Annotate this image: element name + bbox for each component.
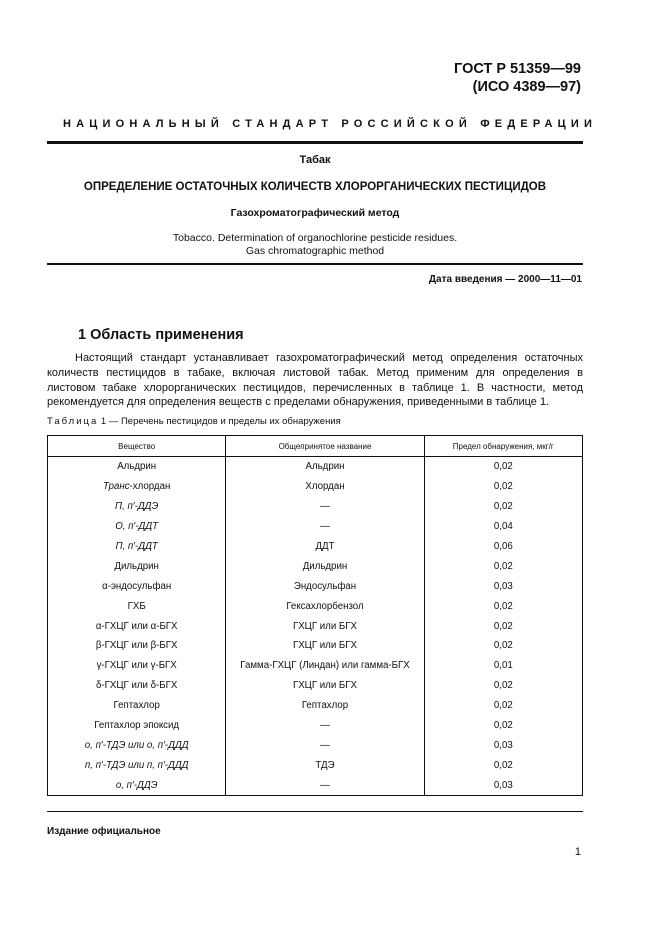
cell-limit: 0,04 — [424, 517, 582, 537]
table-row — [48, 676, 583, 696]
cell-limit: 0,02 — [424, 676, 582, 696]
scope-paragraph: Настоящий стандарт устанавливает газохроматографический метод определения остаточных количеств пестицидов в табаке, включая листовой табак. Метод применим для определения в листовом табаке хлорорганических пестицидов, перечисленных в таблице 1. В частности, метод рекомендуется для определения веществ с пределами обнаружения, приведенными в таблице 1. — [47, 352, 583, 409]
table-caption-label: Таблица — [47, 416, 99, 427]
edition-label: Издание официальное — [47, 826, 161, 837]
table-row — [48, 636, 583, 656]
table-header-row — [48, 436, 583, 457]
national-standard-banner: НАЦИОНАЛЬНЫЙ СТАНДАРТ РОССИЙСКОЙ ФЕДЕРАЦИИ — [62, 118, 598, 130]
header-rule — [47, 141, 583, 144]
cell-common-name: ГХЦГ или БГХ — [226, 616, 424, 636]
cell-common-name: — — [226, 497, 424, 517]
cell-common-name: — — [226, 775, 424, 795]
cell-common-name: ТДЭ — [226, 755, 424, 775]
cell-limit: 0,01 — [424, 656, 582, 676]
cell-substance: γ-ГХЦГ или γ-БГХ — [48, 656, 226, 676]
english-title-line-1: Tobacco. Determination of organochlorine pesticide residues. — [172, 232, 458, 244]
cell-limit: 0,02 — [424, 716, 582, 736]
table-row — [48, 477, 583, 497]
page-number: 1 — [574, 846, 581, 858]
effective-date: Дата введения — 2000—11—01 — [428, 274, 582, 285]
cell-substance: П, п′-ДДЭ — [48, 497, 226, 517]
cell-substance: О, п′-ДДТ — [48, 517, 226, 537]
pesticide-table — [47, 435, 583, 796]
table-row — [48, 497, 583, 517]
cell-limit: 0,02 — [424, 477, 582, 497]
english-title — [47, 232, 583, 258]
cell-substance: α-эндосульфан — [48, 576, 226, 596]
cell-substance: о, п′-ДДЭ — [48, 775, 226, 795]
table-row — [48, 696, 583, 716]
cell-limit: 0,02 — [424, 696, 582, 716]
cell-limit: 0,02 — [424, 556, 582, 576]
table-caption-text: 1 — Перечень пестицидов и пределы их обнаружения — [98, 416, 341, 427]
cell-limit: 0,02 — [424, 497, 582, 517]
cell-substance-prefix: Транс — [103, 481, 130, 493]
cell-substance: δ-ГХЦГ или δ-БГХ — [48, 676, 226, 696]
cell-limit: 0,02 — [424, 596, 582, 616]
cell-common-name: Гамма-ГХЦГ (Линдан) или гамма-БГХ — [226, 656, 424, 676]
document-title: ОПРЕДЕЛЕНИЕ ОСТАТОЧНЫХ КОЛИЧЕСТВ ХЛОРОРГАНИЧЕСКИХ ПЕСТИЦИДОВ — [83, 181, 547, 193]
table-caption — [47, 416, 341, 427]
table-row — [48, 556, 583, 576]
title-rule — [47, 263, 583, 265]
table-row — [48, 457, 583, 477]
cell-limit: 0,06 — [424, 537, 582, 557]
cell-common-name: ГХЦГ или БГХ — [226, 636, 424, 656]
footer-rule — [47, 811, 583, 812]
table-row — [48, 716, 583, 736]
english-title-line-2: Gas chromatographic method — [245, 245, 385, 257]
cell-substance: Транс-хлордан — [48, 477, 226, 497]
cell-common-name: ГХЦГ или БГХ — [226, 676, 424, 696]
cell-substance: β-ГХЦГ или β-БГХ — [48, 636, 226, 656]
cell-substance: Гептахлор эпоксид — [48, 716, 226, 736]
cell-common-name: Гексахлорбензол — [226, 596, 424, 616]
cell-common-name: Гептахлор — [226, 696, 424, 716]
document-code-block — [454, 60, 581, 96]
cell-limit: 0,02 — [424, 755, 582, 775]
header-common-name: Общепринятое название — [226, 436, 424, 457]
table-row — [48, 775, 583, 795]
cell-limit: 0,02 — [424, 636, 582, 656]
cell-substance: α-ГХЦГ или α-БГХ — [48, 616, 226, 636]
cell-limit: 0,03 — [424, 735, 582, 755]
cell-limit: 0,03 — [424, 775, 582, 795]
section-heading: 1 Область применения — [78, 327, 244, 343]
table-row — [48, 576, 583, 596]
cell-common-name: — — [226, 517, 424, 537]
cell-substance: Дильдрин — [48, 556, 226, 576]
header-detection-limit: Предел обнаружения, мкг/г — [424, 436, 582, 457]
table-row — [48, 616, 583, 636]
table-row — [48, 537, 583, 557]
cell-substance: п, п′-ТДЭ или п, п′-ДДД — [48, 755, 226, 775]
product-name: Табак — [299, 154, 331, 166]
cell-limit: 0,02 — [424, 616, 582, 636]
cell-substance: о, п′-ТДЭ или о, п′-ДДД — [48, 735, 226, 755]
cell-common-name: ДДТ — [226, 537, 424, 557]
cell-substance: Гептахлор — [48, 696, 226, 716]
table-row — [48, 596, 583, 616]
cell-substance: ГХБ — [48, 596, 226, 616]
cell-common-name: — — [226, 735, 424, 755]
table-row — [48, 755, 583, 775]
table-row — [48, 656, 583, 676]
gost-number: ГОСТ Р 51359—99 — [454, 61, 581, 77]
cell-common-name: Дильдрин — [226, 556, 424, 576]
cell-limit: 0,03 — [424, 576, 582, 596]
method-subtitle: Газохроматографический метод — [230, 207, 400, 219]
cell-substance: П, п′-ДДТ — [48, 537, 226, 557]
table-row — [48, 735, 583, 755]
iso-number: (ИСО 4389—97) — [472, 79, 581, 95]
cell-common-name: — — [226, 716, 424, 736]
header-substance: Вещество — [48, 436, 226, 457]
cell-limit: 0,02 — [424, 457, 582, 477]
cell-common-name: Альдрин — [226, 457, 424, 477]
cell-common-name: Эндосульфан — [226, 576, 424, 596]
cell-substance: Альдрин — [48, 457, 226, 477]
cell-common-name: Хлордан — [226, 477, 424, 497]
table-row — [48, 517, 583, 537]
